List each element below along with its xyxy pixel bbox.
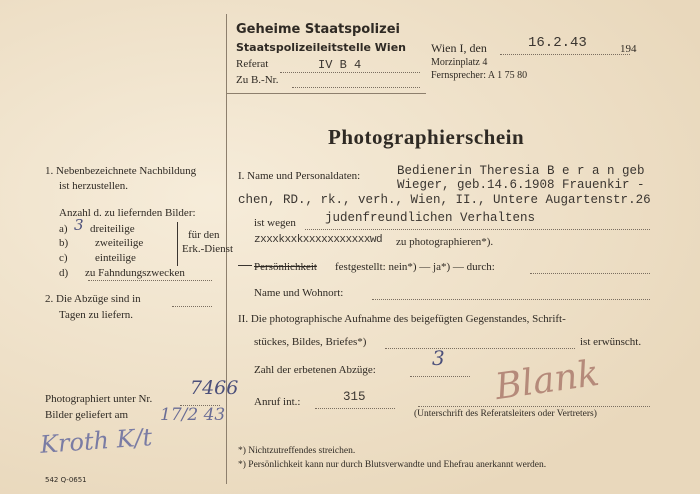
agency-name: Geheime Staatspolizei [236,22,400,37]
referat-label: Referat [236,58,269,70]
count-label: Anzahl d. zu liefernden Bilder: [59,207,196,219]
identity-label-struck: Persönlichkeit [254,261,317,273]
left-signature: Kroth K/t [39,423,154,459]
option-d-dots [88,280,212,281]
reason-dots [305,229,650,230]
form-title: Photographierschein [328,125,525,149]
because-label: ist wegen [254,217,296,229]
name-address-label: Name und Wohnort: [254,287,344,299]
identity-dots [530,273,650,274]
delivered-value: 17/2 43 [160,405,226,425]
section1-label: I. Name und Personaldaten: [238,170,361,182]
signature-caption: (Unterschrift des Referatsleiters oder Vertreters) [414,409,597,419]
referat-value: IV B 4 [318,58,362,72]
official-signature: Blank [492,352,602,409]
date-dots [500,54,630,55]
call-value: 315 [343,390,366,404]
identity-label: festgestellt: nein*) — ja*) — durch: [335,261,495,273]
footnote-1: *) Nichtzutreffendes streichen. [238,446,356,456]
call-label: Anruf int.: [254,396,301,408]
date-value: 16.2.43 [528,35,587,51]
struck-text: zxxxkxxkxxxxxxxxxxxwd [254,234,383,246]
section2-label-line2: stückes, Bildes, Briefes*) [254,336,367,348]
delivered-label: Bilder geliefert am [45,409,129,421]
item1-line1: 1. Nebenbezeichnete Nachbildung [45,165,197,177]
to-photograph: zu photographieren*). [396,236,494,248]
brace-line [177,222,178,266]
copies-dots [410,376,470,377]
section2-dots [385,348,575,349]
item1-line2: ist herzustellen. [59,180,129,192]
brace-line1: für den [188,229,220,241]
year-suffix: 194 [620,43,637,55]
item2-dots [172,306,212,307]
option-a-label: dreiteilige [90,223,135,235]
zu-dots [292,87,420,88]
phone: Fernsprecher: A 1 75 80 [431,70,528,81]
footnote-2: *) Persönlichkeit kann nur durch Blutsverwandte und Ehefrau anerkannt werden. [238,460,547,470]
section2-label-line1: II. Die photographische Aufnahme des beigefügten Gegenstandes, Schrift- [238,313,566,325]
call-dots [315,408,395,409]
photographed-label: Photographiert unter Nr. [45,393,153,405]
signature-dots [418,406,650,407]
place-label: Wien I, den [431,41,487,55]
reason-value: judenfreundlichen Verhaltens [325,211,536,225]
office-name: Staatspolizeileitstelle Wien [236,41,406,54]
personal-data-line3: chen, RD., rk., verh., Wien, II., Untere Augartenstr.26 [238,193,651,207]
brace-line2: Erk.-Dienst [182,243,234,255]
address: Morzinplatz 4 [431,57,488,68]
option-c-letter: c) [59,252,68,264]
photographed-value: 7466 [190,377,239,399]
zu-label: Zu B.-Nr. [236,74,279,86]
item2-line1: 2. Die Abzüge sind in [45,293,141,305]
identity-strike [238,265,252,266]
copies-label: Zahl der erbetenen Abzüge: [254,364,376,376]
option-b-letter: b) [59,237,69,249]
option-c-label: einteilige [95,252,136,264]
item2-line2: Tagen zu liefern. [59,309,134,321]
form-number: 542 Q-0651 [45,476,87,484]
name-address-dots [372,299,650,300]
option-a-letter: a) [59,223,68,235]
header-rule [226,93,426,94]
personal-data-line2: Wieger, geb.14.6.1908 Frauenkir - [397,178,645,192]
personal-data-line1: Bedienerin Theresia B e r a n geb [397,164,645,178]
option-d-label: zu Fahndungszwecken [85,267,185,279]
option-d-letter: d) [59,267,69,279]
referat-dots [280,72,420,73]
desired-text: ist erwünscht. [580,336,642,348]
option-a-value: 3 [74,216,84,234]
option-b-label: zweiteilige [95,237,144,249]
copies-value: 3 [432,346,445,370]
